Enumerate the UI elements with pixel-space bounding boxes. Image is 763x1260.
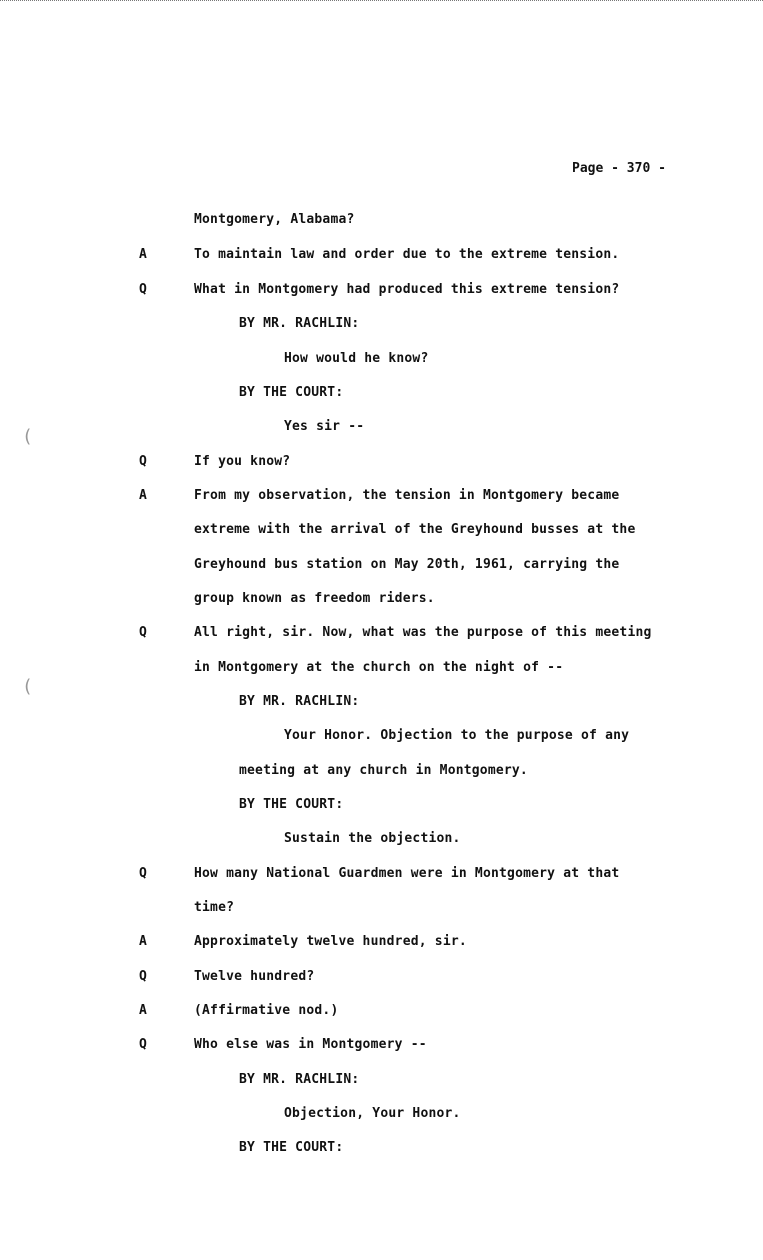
speaker-label: Q [139,969,147,984]
transcript-line: What in Montgomery had produced this extreme tension? [194,282,620,297]
transcript-line: To maintain law and order due to the extreme tension. [194,247,620,262]
transcript-line: Greyhound bus station on May 20th, 1961, carrying the [194,557,620,572]
transcript-line: Your Honor. Objection to the purpose of any [284,728,630,743]
speaker-heading: BY THE COURT: [239,385,344,400]
transcript-line: in Montgomery at the church on the night of -- [194,660,564,675]
margin-mark: ( [22,426,33,447]
transcript-line: Yes sir -- [284,419,365,434]
transcript-line: How would he know? [284,351,429,366]
speaker-label: Q [139,866,147,881]
transcript-line: Sustain the objection. [284,831,461,846]
speaker-label: Q [139,625,147,640]
speaker-label: Q [139,282,147,297]
transcript-line: group known as freedom riders. [194,591,435,606]
transcript-line: meeting at any church in Montgomery. [239,763,528,778]
speaker-label: A [139,934,147,949]
speaker-label: Q [139,1037,147,1052]
transcript-line: If you know? [194,454,291,469]
transcript-line: All right, sir. Now, what was the purpose of this meeting [194,625,652,640]
speaker-label: A [139,247,147,262]
speaker-label: Q [139,454,147,469]
speaker-label: A [139,488,147,503]
margin-mark: ( [22,676,33,697]
speaker-heading: BY THE COURT: [239,1140,344,1155]
speaker-heading: BY THE COURT: [239,797,344,812]
transcript-line: Montgomery, Alabama? [194,212,355,227]
transcript-line: time? [194,900,235,915]
speaker-heading: BY MR. RACHLIN: [239,316,360,331]
transcript-line: Objection, Your Honor. [284,1106,461,1121]
speaker-heading: BY MR. RACHLIN: [239,694,360,709]
transcript-line: From my observation, the tension in Montgomery became [194,488,620,503]
transcript-line: (Affirmative nod.) [194,1003,339,1018]
page-top-edge [0,0,763,6]
speaker-heading: BY MR. RACHLIN: [239,1072,360,1087]
transcript-line: Twelve hundred? [194,969,315,984]
transcript-line: Approximately twelve hundred, sir. [194,934,467,949]
transcript-line: How many National Guardmen were in Montgomery at that [194,866,620,881]
transcript-line: Who else was in Montgomery -- [194,1037,427,1052]
transcript-line: extreme with the arrival of the Greyhound busses at the [194,522,636,537]
speaker-label: A [139,1003,147,1018]
page-number: Page - 370 - [572,161,666,176]
